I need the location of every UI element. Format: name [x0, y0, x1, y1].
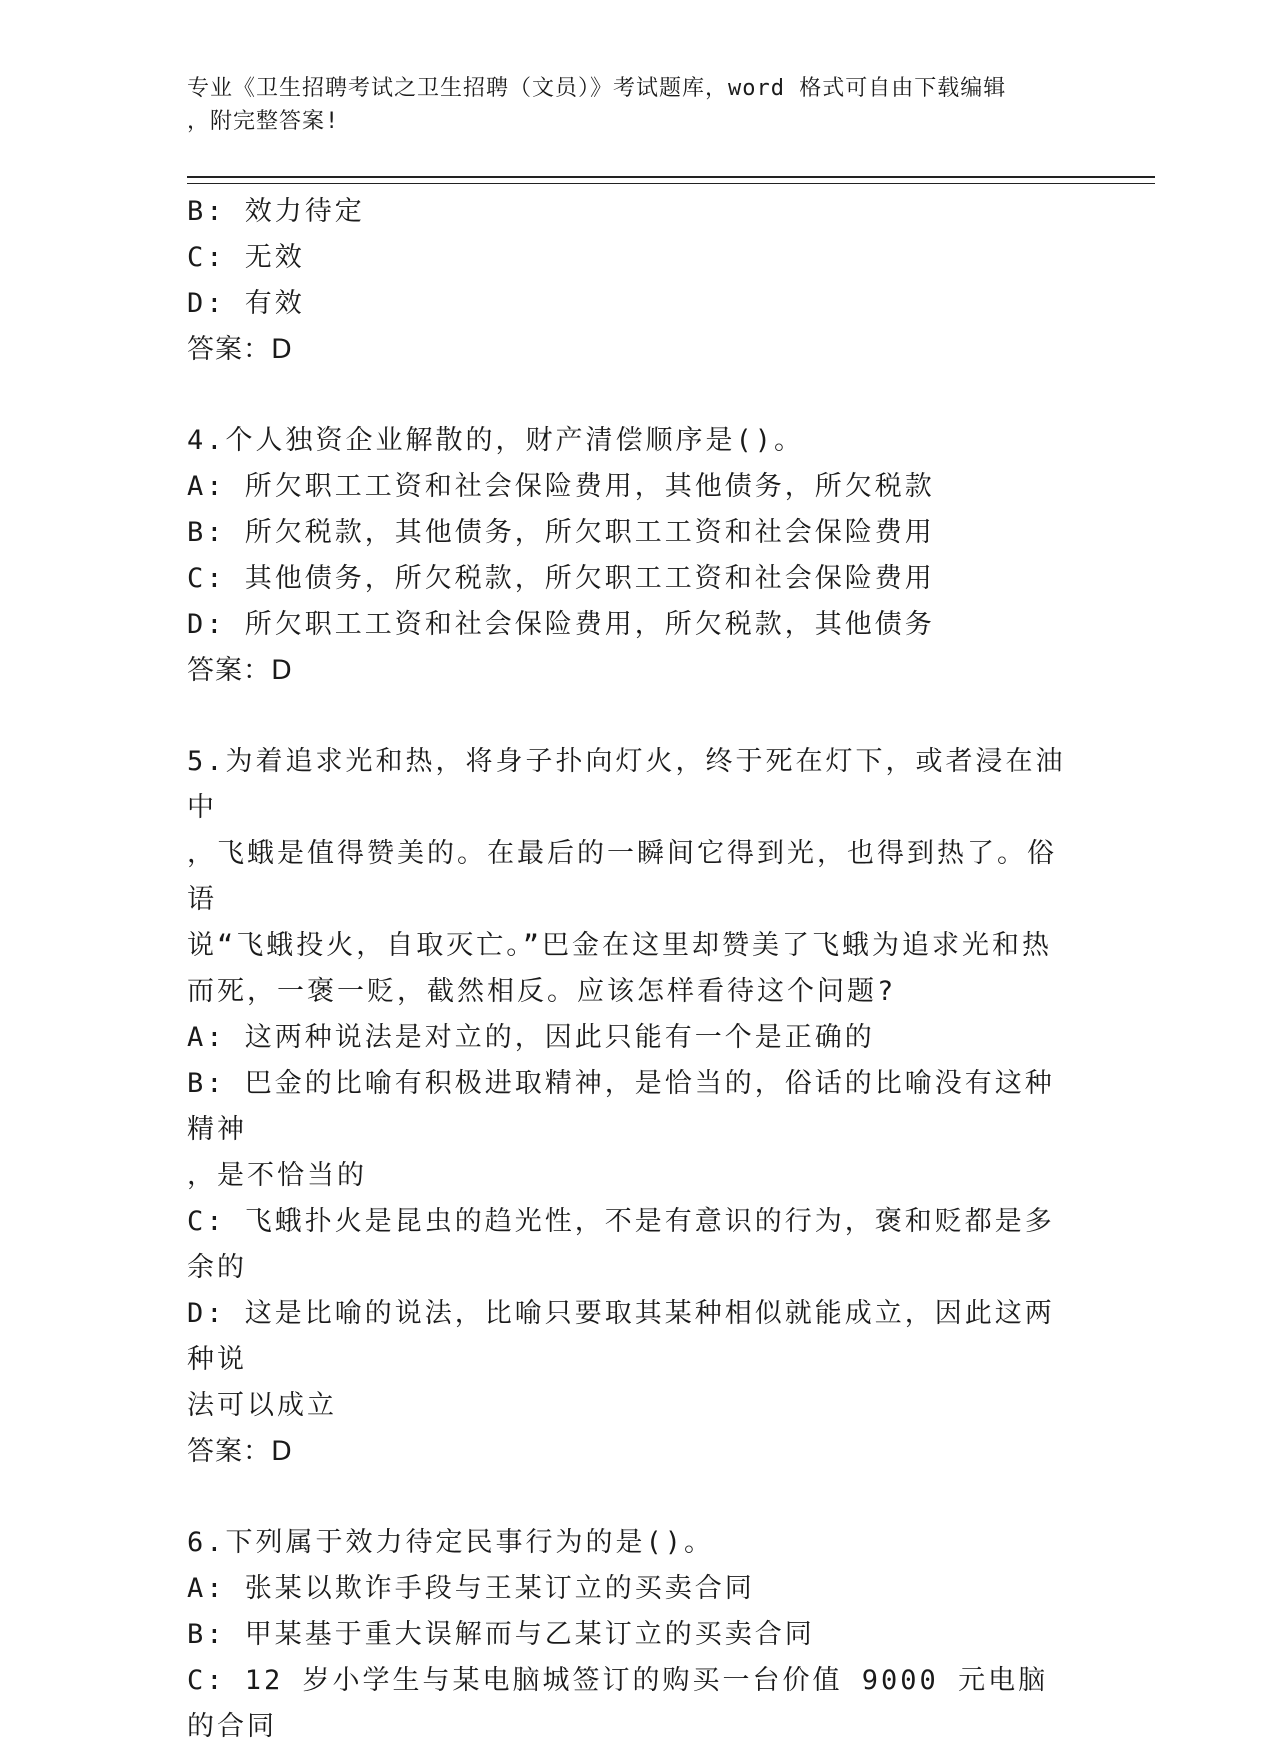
q5-stem-line-1: 5.为着追求光和热，将身子扑向灯火，终于死在灯下，或者浸在油中: [187, 746, 1066, 823]
q5-option-d-line-2: 法可以成立: [187, 1390, 337, 1421]
header-title-line-1: 专业《卫生招聘考试之卫生招聘（文员）》考试题库，word 格式可自由下载编辑: [187, 76, 1007, 101]
spacer: [187, 1475, 1077, 1520]
q5-stem-line-4: 而死，一褒一贬，截然相反。应该怎样看待这个问题?: [187, 976, 897, 1007]
q4-answer: 答案：D: [187, 655, 293, 686]
q4-option-c: C: 其他债务，所欠税款，所欠职工工资和社会保险费用: [187, 563, 935, 594]
question-5: [187, 739, 1077, 1475]
q5-option-c: C: 飞蛾扑火是昆虫的趋光性，不是有意识的行为，褒和贬都是多余的: [187, 1206, 1055, 1283]
q3-option-d: D: 有效: [187, 288, 305, 319]
q3-answer: 答案：D: [187, 334, 293, 365]
q4-option-d: D: 所欠职工工资和社会保险费用，所欠税款，其他债务: [187, 609, 935, 640]
spacer: [187, 373, 1077, 418]
q3-option-c: C: 无效: [187, 242, 305, 273]
q5-stem-line-3: 说“飞蛾投火，自取灭亡。”巴金在这里却赞美了飞蛾为追求光和热: [187, 930, 1053, 961]
q3-option-b: B: 效力待定: [187, 196, 365, 227]
question-3: [187, 189, 1077, 373]
q4-stem: 4.个人独资企业解散的，财产清偿顺序是()。: [187, 425, 805, 456]
q5-option-b-line-2: ，是不恰当的: [187, 1160, 367, 1191]
page-header: [187, 72, 1077, 138]
q5-answer: 答案：D: [187, 1436, 293, 1467]
q5-option-d-line-1: D: 这是比喻的说法，比喻只要取其某种相似就能成立，因此这两种说: [187, 1298, 1055, 1375]
q5-option-b-line-1: B: 巴金的比喻有积极进取精神，是恰当的，俗话的比喻没有这种精神: [187, 1068, 1055, 1145]
header-title-line-2: ，附完整答案!: [187, 109, 340, 134]
question-6: [187, 1520, 1077, 1750]
q5-option-a: A: 这两种说法是对立的，因此只能有一个是正确的: [187, 1022, 875, 1053]
q5-stem-line-2: ，飞蛾是值得赞美的。在最后的一瞬间它得到光，也得到热了。俗语: [187, 838, 1057, 915]
q6-stem: 6.下列属于效力待定民事行为的是()。: [187, 1527, 715, 1558]
q6-option-b: B: 甲某基于重大误解而与乙某订立的买卖合同: [187, 1619, 815, 1650]
q4-option-b: B: 所欠税款，其他债务，所欠职工工资和社会保险费用: [187, 517, 935, 548]
q4-option-a: A: 所欠职工工资和社会保险费用，其他债务，所欠税款: [187, 471, 935, 502]
header-divider: [187, 176, 1155, 184]
spacer: [187, 694, 1077, 739]
q6-option-c: C: 12 岁小学生与某电脑城签订的购买一台价值 9000 元电脑的合同: [187, 1665, 1049, 1742]
q6-option-a: A: 张某以欺诈手段与王某订立的买卖合同: [187, 1573, 755, 1604]
question-4: [187, 418, 1077, 694]
document-body: [187, 189, 1077, 1750]
